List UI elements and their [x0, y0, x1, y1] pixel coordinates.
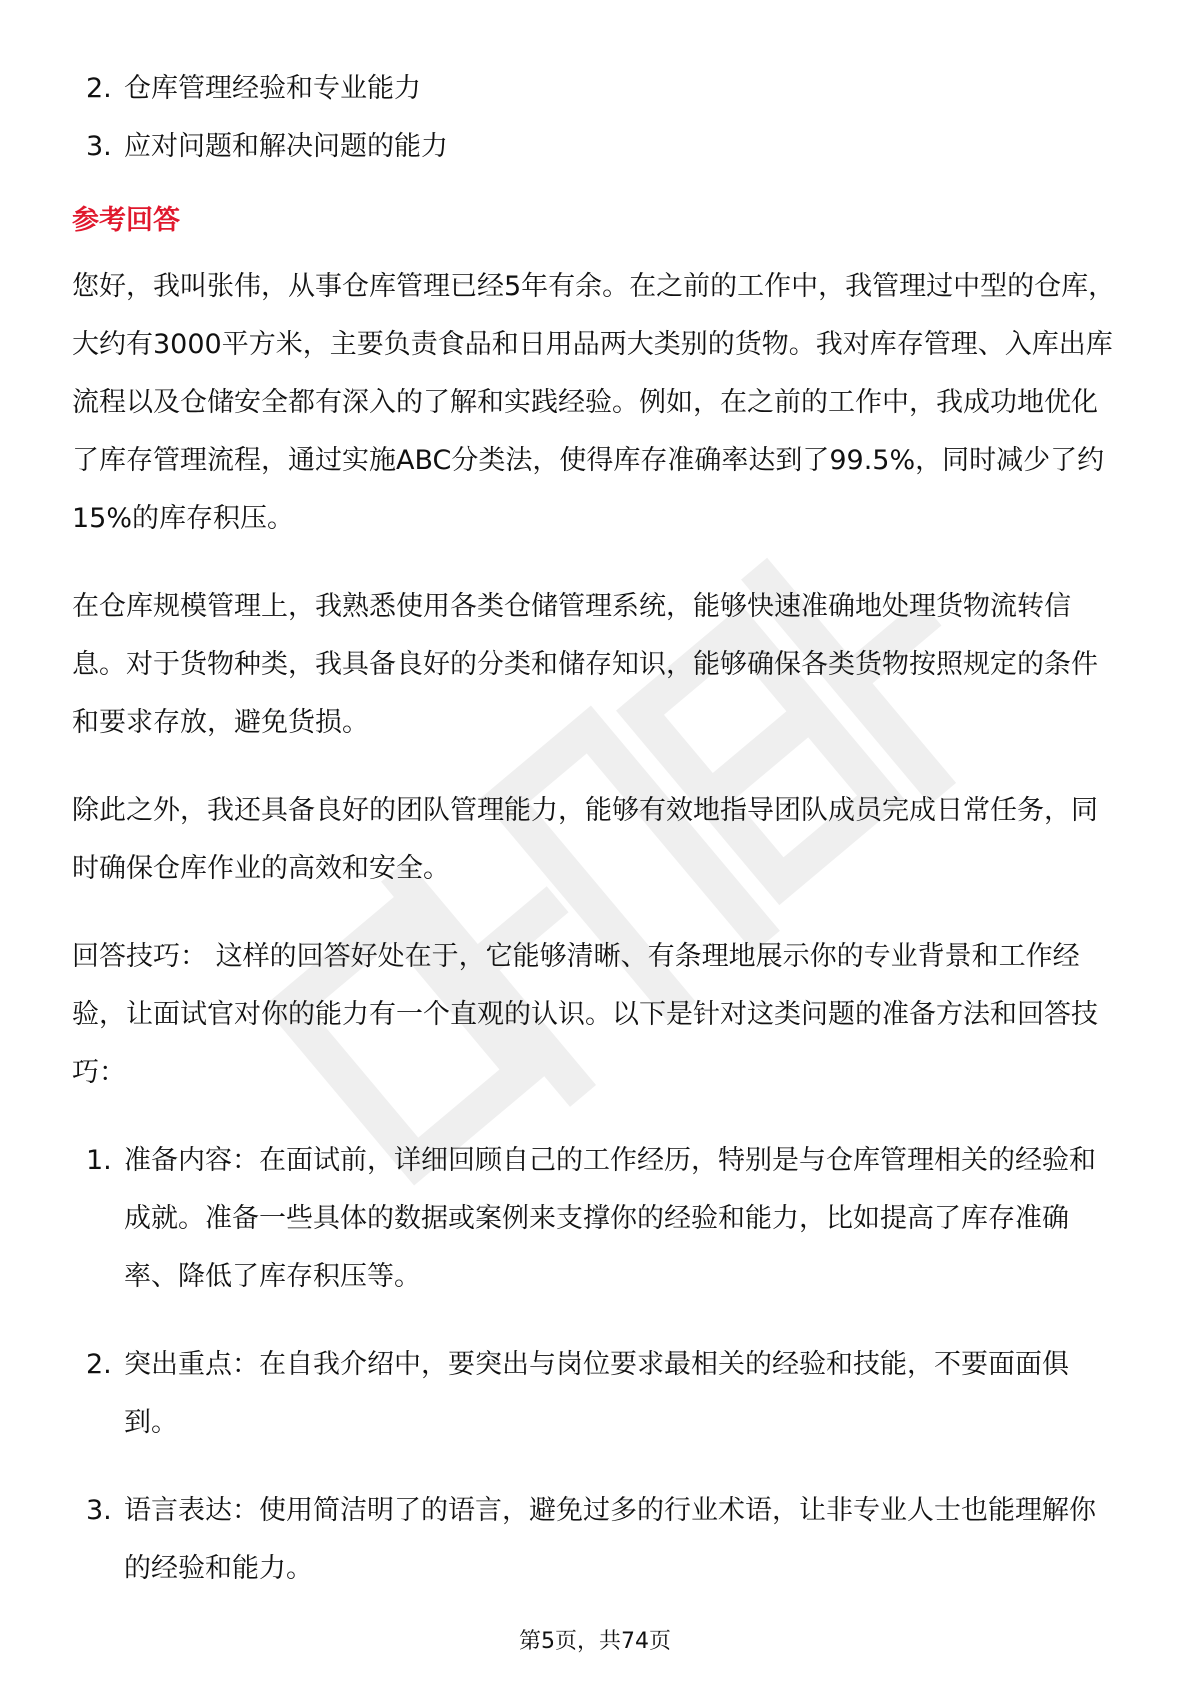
page-footer: 第5页，共74页	[519, 1629, 671, 1654]
list-item	[72, 1132, 1122, 1306]
tips-list	[72, 1132, 1122, 1598]
list-item	[72, 1482, 1122, 1598]
list-number: 3.	[86, 131, 112, 162]
list-item	[72, 1336, 1122, 1452]
list-text: 准备内容：在面试前，详细回顾自己的工作经历，特别是与仓库管理相关的经验和成就。准备一些具体的数据或案例来支撑你的经验和能力，比如提高了库存准确率、降低了库存积压等。	[124, 1145, 1096, 1292]
page-content	[72, 60, 1122, 1628]
list-number: 1.	[86, 1145, 112, 1176]
list-text: 语言表达：使用简洁明了的语言，避免过多的行业术语，让非专业人士也能理解你的经验和能力。	[124, 1495, 1096, 1584]
list-item	[72, 60, 1122, 118]
list-number: 2.	[86, 73, 112, 104]
list-text: 应对问题和解决问题的能力	[124, 131, 448, 162]
paragraph: 回答技巧： 这样的回答好处在于，它能够清晰、有条理地展示你的专业背景和工作经验，让面试官对你的能力有一个直观的认识。以下是针对这类问题的准备方法和回答技巧：	[72, 941, 1098, 1088]
list-text: 突出重点：在自我介绍中，要突出与岗位要求最相关的经验和技能，不要面面俱到。	[124, 1349, 1069, 1438]
top-list	[72, 60, 1122, 176]
list-text: 仓库管理经验和专业能力	[124, 73, 421, 104]
paragraph: 在仓库规模管理上，我熟悉使用各类仓储管理系统，能够快速准确地处理货物流转信息。对于货物种类，我具备良好的分类和储存知识，能够确保各类货物按照规定的条件和要求存放，避免货损。	[72, 591, 1098, 738]
list-item	[72, 118, 1122, 176]
list-number: 2.	[86, 1349, 112, 1380]
section-heading: 参考回答	[72, 205, 180, 236]
paragraph: 您好，我叫张伟，从事仓库管理已经5年有余。在之前的工作中，我管理过中型的仓库，大约有3000平方米，主要负责食品和日用品两大类别的货物。我对库存管理、入库出库流程以及仓储安全都有深入的了解和实践经验。例如，在之前的工作中，我成功地优化了库存管理流程，通过实施ABC分类法，使得库存准确率达到了99.5%，同时减少了约15%的库存积压。	[72, 271, 1116, 534]
paragraph: 除此之外，我还具备良好的团队管理能力，能够有效地指导团队成员完成日常任务，同时确保仓库作业的高效和安全。	[72, 795, 1098, 884]
list-number: 3.	[86, 1495, 112, 1526]
